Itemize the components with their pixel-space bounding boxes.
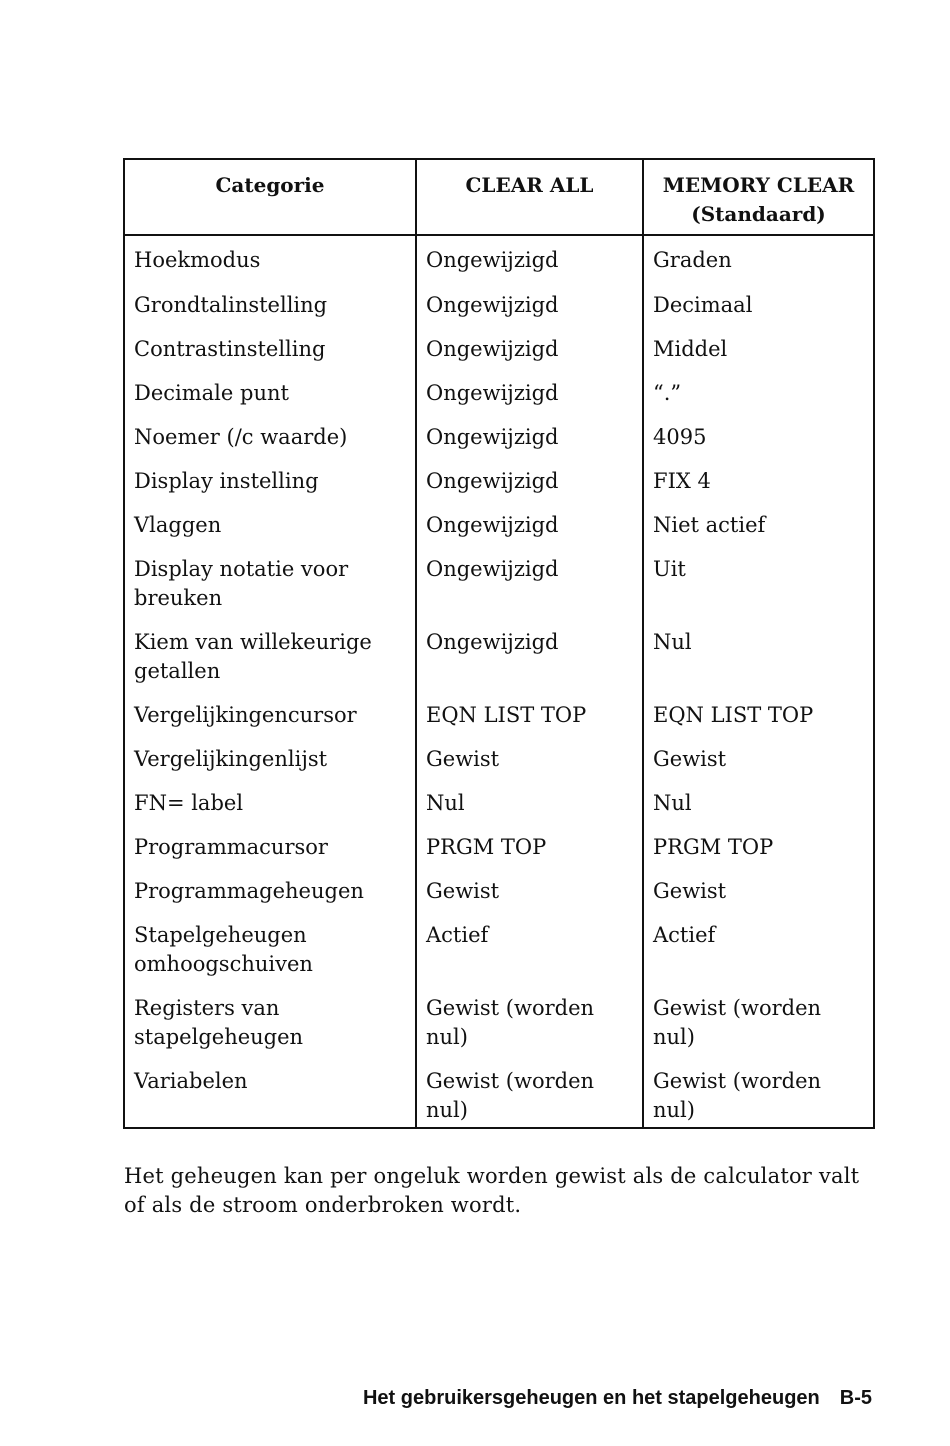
table-row <box>124 833 874 877</box>
footer-title: Het gebruikersgeheugen en het stapelgeheugen <box>362 1387 820 1409</box>
cell-memory-clear: “.” <box>643 379 874 423</box>
table-row <box>124 291 874 335</box>
cell-line: getallen <box>134 659 221 683</box>
cell-memory-clear: Actief <box>643 921 874 994</box>
cell-categorie <box>124 994 416 1067</box>
cell-memory-clear: Nul <box>643 789 874 833</box>
table-row <box>124 789 874 833</box>
cell-clear-all: EQN LIST TOP <box>416 701 643 745</box>
cell-categorie: Decimale punt <box>134 381 289 405</box>
cell-memory-clear: Graden <box>643 235 874 291</box>
table-row <box>124 921 874 994</box>
cell-categorie: FN= label <box>134 791 244 815</box>
cell-memory-clear: Nul <box>643 628 874 701</box>
cell-line: breuken <box>134 586 223 610</box>
cell-clear-all <box>416 1067 643 1128</box>
cell-line: Kiem van willekeurige <box>134 630 372 654</box>
cell-memory-clear: EQN LIST TOP <box>643 701 874 745</box>
cell-line: nul) <box>653 1025 695 1049</box>
cell-categorie: Vlaggen <box>134 513 222 537</box>
cell-memory-clear: Decimaal <box>643 291 874 335</box>
cell-clear-all: Gewist <box>416 877 643 921</box>
cell-clear-all: Ongewijzigd <box>416 467 643 511</box>
cell-line: Gewist (worden <box>653 996 822 1020</box>
header-clear-all: CLEAR ALL <box>416 159 643 235</box>
cell-clear-all: PRGM TOP <box>416 833 643 877</box>
cell-clear-all: Ongewijzigd <box>416 379 643 423</box>
cell-categorie: Hoekmodus <box>134 248 261 272</box>
memory-settings-table <box>123 158 875 1129</box>
cell-line: nul) <box>653 1098 695 1122</box>
cell-memory-clear <box>643 994 874 1067</box>
cell-line: Display notatie voor <box>134 557 349 581</box>
table-row <box>124 555 874 628</box>
table-row <box>124 467 874 511</box>
cell-clear-all: Gewist <box>416 745 643 789</box>
cell-clear-all: Ongewijzigd <box>416 511 643 555</box>
cell-clear-all: Ongewijzigd <box>416 335 643 379</box>
cell-clear-all: Ongewijzigd <box>416 423 643 467</box>
header-memory-clear-label: MEMORY CLEAR (Standaard) <box>662 173 855 226</box>
cell-line: stapelgeheugen <box>134 1025 304 1049</box>
cell-clear-all: Ongewijzigd <box>416 555 643 628</box>
cell-categorie: Vergelijkingenlijst <box>134 747 328 771</box>
cell-clear-all: Actief <box>416 921 643 994</box>
table-header-row <box>124 159 874 235</box>
table-row <box>124 235 874 291</box>
cell-line: Registers van <box>134 996 280 1020</box>
cell-line: Gewist (worden <box>426 996 595 1020</box>
cell-memory-clear: Niet actief <box>643 511 874 555</box>
cell-memory-clear: Gewist <box>643 745 874 789</box>
page-footer <box>363 1384 872 1412</box>
cell-line: Gewist (worden <box>426 1069 595 1093</box>
cell-categorie: Noemer (/c waarde) <box>134 425 348 449</box>
header-memory-clear <box>643 159 874 235</box>
cell-categorie <box>124 921 416 994</box>
cell-line: Gewist (worden <box>653 1069 822 1093</box>
table-row <box>124 379 874 423</box>
cell-line: Stapelgeheugen <box>134 923 307 947</box>
cell-memory-clear: FIX 4 <box>643 467 874 511</box>
cell-clear-all <box>416 994 643 1067</box>
cell-categorie <box>124 555 416 628</box>
cell-categorie: Vergelijkingencursor <box>134 703 357 727</box>
note-paragraph: Het geheugen kan per ongeluk worden gewist als de calculator valt of als de stroom onderbroken wordt. <box>124 1164 860 1217</box>
cell-line: nul) <box>426 1098 468 1122</box>
cell-line: omhoogschuiven <box>134 952 313 976</box>
cell-line: nul) <box>426 1025 468 1049</box>
table-row <box>124 628 874 701</box>
table-row <box>124 994 874 1067</box>
table-row <box>124 335 874 379</box>
cell-categorie: Programmageheugen <box>134 879 364 903</box>
table-row <box>124 745 874 789</box>
page-number: B-5 <box>839 1387 872 1409</box>
cell-memory-clear <box>643 1067 874 1128</box>
table-row <box>124 423 874 467</box>
header-categorie: Categorie <box>124 159 416 235</box>
cell-memory-clear: PRGM TOP <box>643 833 874 877</box>
cell-categorie: Display instelling <box>134 469 319 493</box>
table-row <box>124 701 874 745</box>
cell-categorie: Contrastinstelling <box>134 337 326 361</box>
table-row <box>124 877 874 921</box>
table-row <box>124 1067 874 1128</box>
cell-memory-clear: Middel <box>643 335 874 379</box>
cell-memory-clear: 4095 <box>643 423 874 467</box>
cell-clear-all: Ongewijzigd <box>416 235 643 291</box>
cell-categorie <box>124 628 416 701</box>
cell-categorie: Grondtalinstelling <box>134 293 328 317</box>
cell-categorie: Programmacursor <box>134 835 328 859</box>
cell-clear-all: Ongewijzigd <box>416 628 643 701</box>
cell-memory-clear: Gewist <box>643 877 874 921</box>
cell-clear-all: Nul <box>416 789 643 833</box>
cell-memory-clear: Uit <box>643 555 874 628</box>
table-row <box>124 511 874 555</box>
cell-categorie: Variabelen <box>134 1069 248 1093</box>
cell-clear-all: Ongewijzigd <box>416 291 643 335</box>
table-body <box>124 235 874 1128</box>
